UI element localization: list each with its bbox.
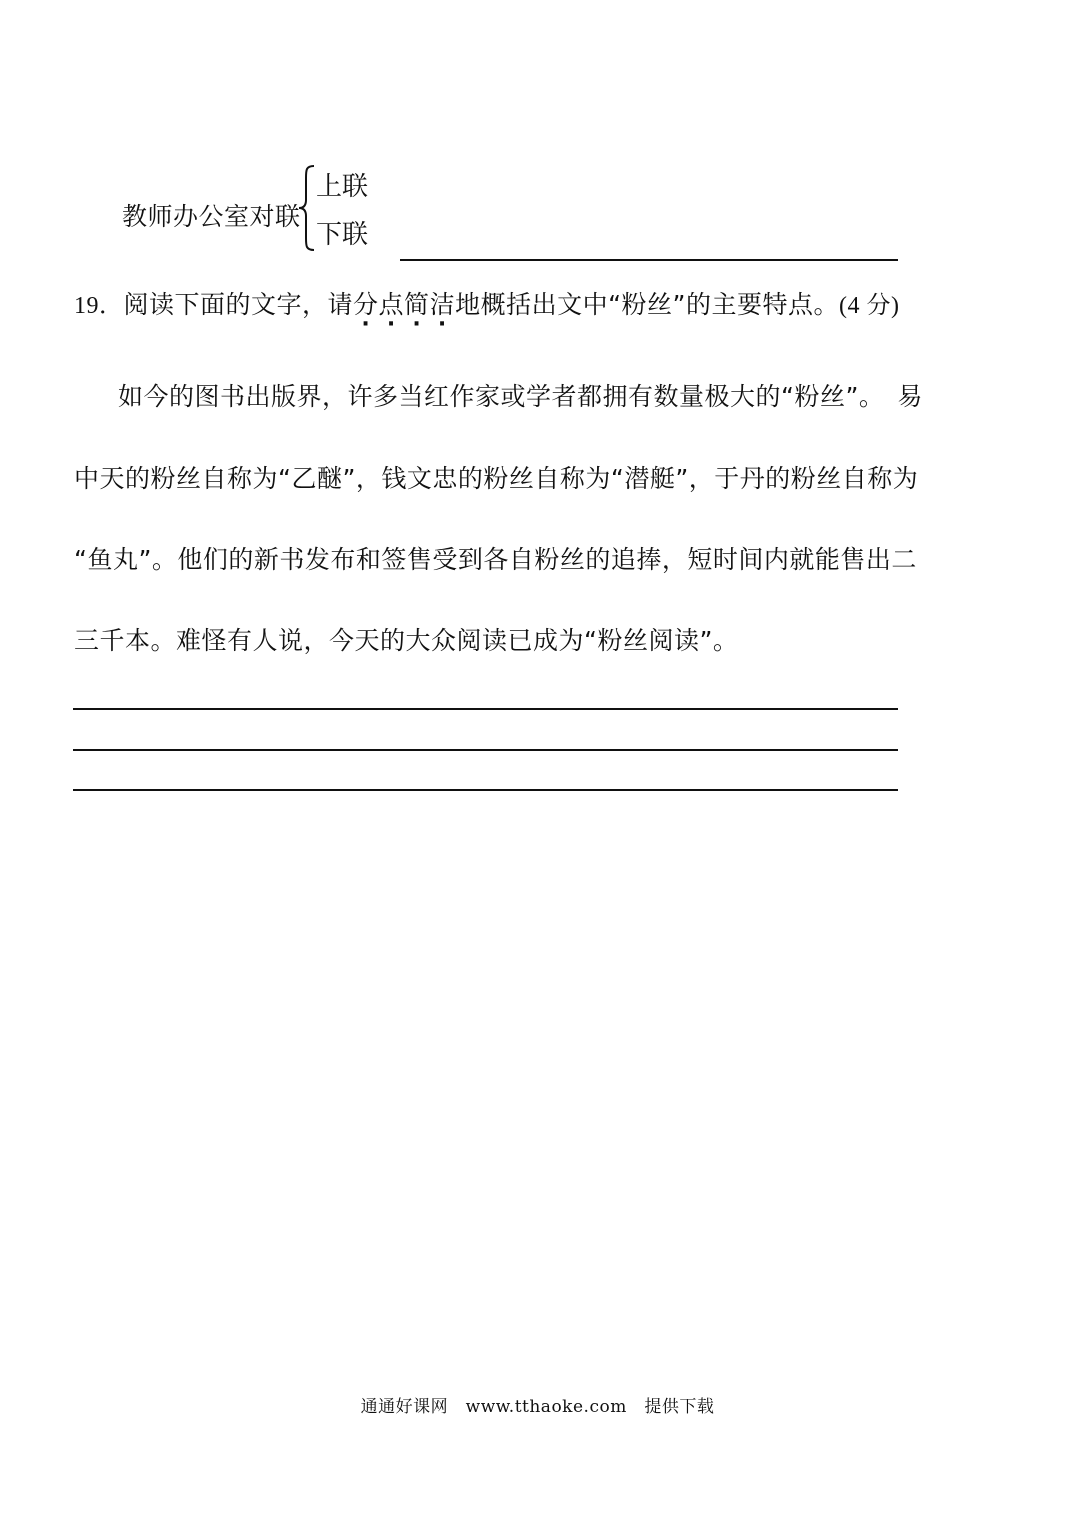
footer-source: 通通好课网 www.tthaoke.com 提供下载	[360, 1397, 715, 1417]
answer-line-3[interactable]	[73, 789, 898, 791]
couplet-label: 教师办公室对联	[122, 202, 301, 231]
question-number: 19．	[74, 293, 124, 319]
emphasis-char: 简	[404, 290, 430, 319]
answer-line-1[interactable]	[73, 708, 898, 710]
passage-line-1: 如今的图书出版界，许多当红作家或学者都拥有数量极大的“粉丝”。 易	[118, 382, 923, 411]
question-19	[74, 285, 899, 321]
emphasis-char: 点	[378, 290, 405, 319]
question-prefix: 阅读下面的文字，请	[123, 290, 354, 319]
passage-line-3: “鱼丸”。他们的新书发布和签售受到各自粉丝的追捧，短时间内就能售出二	[74, 545, 917, 574]
passage-line-2: 中天的粉丝自称为“乙醚”，钱文忠的粉丝自称为“潜艇”，于丹的粉丝自称为	[74, 464, 919, 493]
question-suffix: 地概括出文中“粉丝”的主要特点。	[455, 290, 839, 319]
curly-brace-icon	[297, 164, 317, 252]
answer-line-2[interactable]	[73, 749, 898, 751]
emphasis-char: 分	[353, 290, 379, 319]
couplet-upper-label: 上联	[316, 172, 369, 202]
question-score: (4 分)	[838, 293, 900, 319]
couplet-answer-line[interactable]	[400, 259, 898, 261]
passage-line-4: 三千本。难怪有人说，今天的大众阅读已成为“粉丝阅读”。	[74, 626, 739, 655]
emphasis-char: 洁	[429, 290, 456, 319]
couplet-lower-label: 下联	[316, 220, 369, 250]
